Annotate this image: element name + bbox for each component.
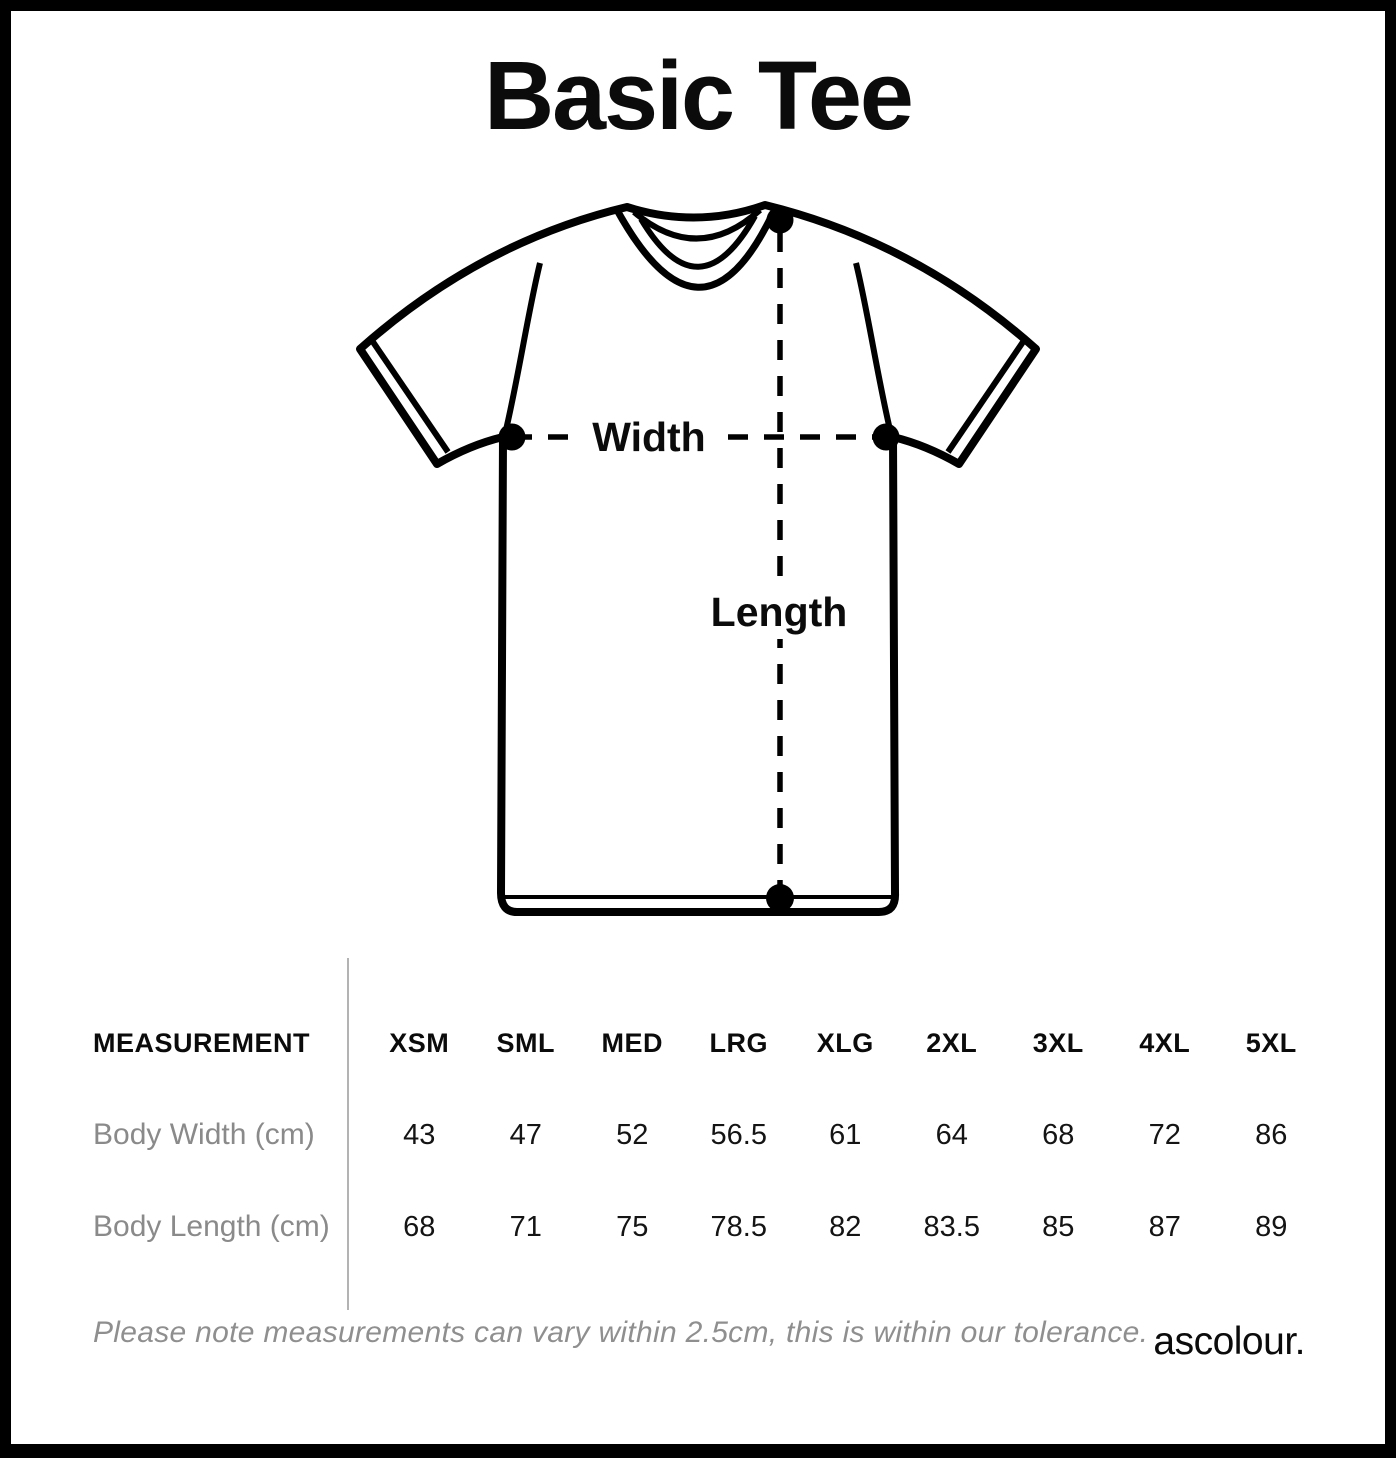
ascolour-logo: ascolour. xyxy=(1153,1320,1305,1363)
body-length-value: 71 xyxy=(509,1210,542,1243)
row-label-body-width: Body Width (cm) xyxy=(93,1118,315,1151)
body-width-value: 43 xyxy=(403,1118,436,1151)
body-width-value: 86 xyxy=(1255,1118,1288,1151)
body-length-value: 87 xyxy=(1148,1210,1181,1243)
measurement-header: MEASUREMENT xyxy=(93,1027,311,1058)
body-length-value: 82 xyxy=(829,1210,862,1243)
body-length-value: 75 xyxy=(616,1210,649,1243)
body-length-value: 68 xyxy=(403,1210,436,1243)
tolerance-note: Please note measurements can vary within 2.5cm, this is within our tolerance. xyxy=(93,1316,1149,1349)
body-width-value: 47 xyxy=(509,1118,542,1151)
size-column-header-4xl: 4XL xyxy=(1139,1027,1191,1058)
size-column-header-sml: SML xyxy=(496,1027,555,1058)
tshirt-outline xyxy=(360,205,1036,912)
size-column-header-2xl: 2XL xyxy=(926,1027,978,1058)
body-width-value: 68 xyxy=(1042,1118,1075,1151)
collar-dot xyxy=(767,207,794,234)
body-length-value: 78.5 xyxy=(710,1210,767,1243)
right-armpit-dot xyxy=(873,424,900,451)
body-length-value: 83.5 xyxy=(923,1210,980,1243)
body-width-value: 52 xyxy=(616,1118,649,1151)
width-measure-label: Width xyxy=(592,414,706,460)
size-column-header-xlg: XLG xyxy=(816,1027,874,1058)
size-column-header-5xl: 5XL xyxy=(1245,1027,1297,1058)
row-label-body-length: Body Length (cm) xyxy=(93,1210,330,1243)
hem-dot xyxy=(766,884,794,912)
body-width-value: 72 xyxy=(1148,1118,1181,1151)
tshirt-diagram xyxy=(340,185,1060,925)
size-column-header-lrg: LRG xyxy=(709,1027,768,1058)
length-measure-label: Length xyxy=(710,589,848,635)
size-column-header-3xl: 3XL xyxy=(1032,1027,1084,1058)
body-width-value: 56.5 xyxy=(710,1118,767,1151)
size-table xyxy=(93,997,1325,1273)
body-length-value: 89 xyxy=(1255,1210,1288,1243)
left-armpit-dot xyxy=(499,424,526,451)
body-width-value: 64 xyxy=(935,1118,968,1151)
body-length-value: 85 xyxy=(1042,1210,1075,1243)
body-width-value: 61 xyxy=(829,1118,862,1151)
size-column-header-med: MED xyxy=(601,1027,663,1058)
page-title: Basic Tee xyxy=(484,41,912,150)
size-column-header-xsm: XSM xyxy=(389,1027,450,1058)
